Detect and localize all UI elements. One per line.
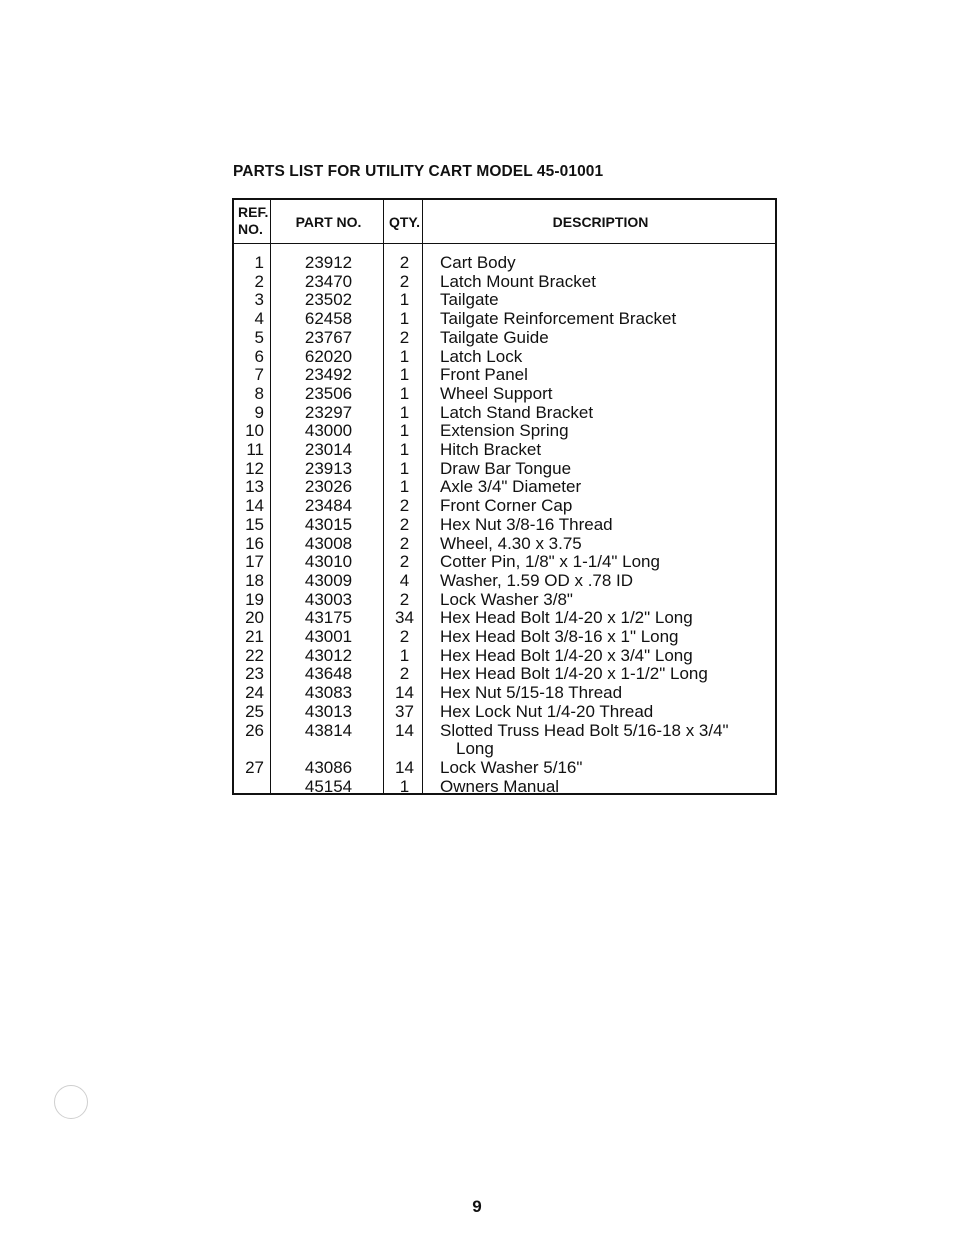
qty-cell: 1 bbox=[399, 309, 410, 329]
part-no-cell: 23502 bbox=[304, 290, 353, 310]
ref-cell: 15 bbox=[245, 514, 264, 534]
table-row bbox=[234, 497, 775, 516]
part-no-cell: 23767 bbox=[304, 327, 353, 347]
description-cell: Axle 3/4" Diameter bbox=[440, 477, 582, 497]
table-row bbox=[234, 516, 775, 535]
table-row bbox=[234, 778, 775, 797]
header-ref-line2: NO. bbox=[238, 221, 263, 237]
table-row bbox=[234, 628, 775, 647]
description-cell: Hex Head Bolt 1/4-20 x 3/4" Long bbox=[440, 645, 693, 665]
description-cell: Latch Lock bbox=[440, 346, 523, 366]
description-cell: Hitch Bracket bbox=[440, 440, 542, 459]
table-row bbox=[234, 441, 775, 460]
part-no-cell: 43010 bbox=[304, 552, 353, 572]
qty-cell: 2 bbox=[399, 514, 410, 534]
ref-cell: 22 bbox=[245, 645, 264, 665]
table-row bbox=[234, 273, 775, 292]
part-no-cell: 43015 bbox=[304, 514, 353, 534]
part-no-cell: 45154 bbox=[304, 776, 353, 796]
description-cell: Tailgate Guide bbox=[440, 327, 549, 347]
part-no-cell: 23484 bbox=[304, 496, 353, 516]
qty-cell: 2 bbox=[399, 271, 410, 291]
header-ref-no bbox=[238, 204, 272, 238]
qty-cell: 34 bbox=[395, 608, 414, 628]
part-no-cell: 23492 bbox=[304, 365, 353, 385]
table-row bbox=[234, 591, 775, 610]
description-cell: Hex Head Bolt 1/4-20 x 1-1/2" Long bbox=[440, 664, 708, 684]
page-number: 9 bbox=[472, 1197, 482, 1216]
description-cell: Wheel, 4.30 x 3.75 bbox=[440, 533, 582, 553]
part-no-cell: 43012 bbox=[304, 645, 353, 665]
parts-table bbox=[232, 198, 777, 795]
part-no-cell: 23470 bbox=[304, 271, 353, 291]
part-no-cell: 43086 bbox=[304, 757, 353, 777]
ref-cell: 25 bbox=[245, 701, 264, 721]
description-cell: Slotted Truss Head Bolt 5/16-18 x 3/4" bbox=[440, 720, 729, 740]
ref-cell: 8 bbox=[254, 383, 264, 403]
description-cell: Owners Manual bbox=[440, 776, 560, 796]
qty-cell: 1 bbox=[399, 365, 410, 385]
part-no-cell: 43009 bbox=[304, 570, 353, 590]
table-row bbox=[234, 385, 775, 404]
ref-cell: 16 bbox=[245, 533, 264, 553]
qty-cell: 1 bbox=[399, 776, 410, 796]
description-cell: Hex Lock Nut 1/4-20 Thread bbox=[440, 701, 654, 721]
qty-cell: 14 bbox=[395, 683, 414, 703]
part-no-cell: 23506 bbox=[304, 383, 353, 403]
table-row bbox=[234, 310, 775, 329]
ref-cell: 27 bbox=[245, 757, 264, 777]
table-row bbox=[234, 759, 775, 778]
part-no-cell: 62458 bbox=[304, 309, 353, 329]
part-no-cell: 43003 bbox=[304, 589, 353, 609]
qty-cell: 1 bbox=[399, 383, 410, 403]
part-no-cell: 23014 bbox=[304, 440, 353, 459]
description-cell: Extension Spring bbox=[440, 421, 569, 441]
qty-cell: 14 bbox=[395, 720, 414, 740]
table-row bbox=[234, 609, 775, 628]
table-row bbox=[234, 478, 775, 497]
qty-cell: 1 bbox=[399, 440, 410, 459]
ref-cell: 20 bbox=[245, 608, 264, 628]
ref-cell: 26 bbox=[245, 720, 264, 740]
ref-cell: 11 bbox=[246, 440, 264, 459]
ref-cell: 3 bbox=[254, 290, 264, 310]
description-cell: Draw Bar Tongue bbox=[440, 458, 572, 478]
ref-cell: 9 bbox=[254, 402, 264, 422]
header-part-no: PART NO. bbox=[295, 214, 362, 230]
table-row bbox=[234, 722, 775, 741]
ref-cell: 14 bbox=[245, 496, 264, 516]
part-no-cell: 43648 bbox=[304, 664, 353, 684]
qty-cell: 1 bbox=[399, 346, 410, 366]
ref-cell: 6 bbox=[254, 346, 264, 366]
table-row bbox=[234, 740, 775, 759]
ref-cell: 2 bbox=[254, 271, 264, 291]
qty-cell: 2 bbox=[399, 253, 410, 272]
qty-cell: 14 bbox=[395, 757, 414, 777]
qty-cell: 1 bbox=[399, 645, 410, 665]
description-cell: Tailgate Reinforcement Bracket bbox=[440, 309, 677, 329]
description-cell: Tailgate bbox=[440, 290, 499, 310]
ref-cell: 24 bbox=[245, 683, 264, 703]
ref-cell: 1 bbox=[254, 253, 264, 272]
description-cell: Lock Washer 5/16" bbox=[440, 757, 583, 777]
ref-cell: 5 bbox=[254, 327, 264, 347]
ref-cell: 18 bbox=[245, 570, 264, 590]
description-cell: Lock Washer 3/8" bbox=[440, 589, 573, 609]
qty-cell: 2 bbox=[399, 552, 410, 572]
qty-cell: 2 bbox=[399, 589, 410, 609]
part-no-cell: 43001 bbox=[304, 627, 353, 646]
description-cell: Wheel Support bbox=[440, 383, 553, 403]
header-description: DESCRIPTION bbox=[552, 214, 649, 230]
table-row bbox=[234, 329, 775, 348]
description-cell: Hex Head Bolt 1/4-20 x 1/2" Long bbox=[440, 608, 693, 628]
description-cell: Hex Nut 5/15-18 Thread bbox=[440, 683, 623, 703]
header-divider bbox=[234, 243, 775, 244]
header-qty: QTY. bbox=[388, 214, 421, 230]
ref-cell: 19 bbox=[245, 589, 264, 609]
description-cell: Front Panel bbox=[440, 365, 528, 385]
qty-cell: 1 bbox=[399, 458, 410, 478]
part-no-cell: 23297 bbox=[304, 402, 353, 422]
part-no-cell: 43814 bbox=[304, 720, 353, 740]
description-cell: Hex Nut 3/8-16 Thread bbox=[440, 514, 613, 534]
table-row bbox=[234, 460, 775, 479]
qty-cell: 4 bbox=[399, 570, 410, 590]
description-cell: Long bbox=[456, 739, 494, 759]
part-no-cell: 43175 bbox=[304, 608, 353, 628]
ref-cell: 23 bbox=[245, 664, 264, 684]
punch-hole bbox=[54, 1085, 88, 1119]
ref-cell: 12 bbox=[245, 458, 264, 478]
table-row bbox=[234, 665, 775, 684]
ref-cell: 4 bbox=[254, 309, 264, 329]
table-row bbox=[234, 703, 775, 722]
ref-cell: 7 bbox=[254, 365, 264, 385]
ref-cell: 10 bbox=[245, 421, 264, 441]
table-row bbox=[234, 422, 775, 441]
qty-cell: 2 bbox=[399, 327, 410, 347]
part-no-cell: 43083 bbox=[304, 683, 353, 703]
qty-cell: 2 bbox=[399, 664, 410, 684]
description-cell: Latch Stand Bracket bbox=[440, 402, 594, 422]
description-cell: Hex Head Bolt 3/8-16 x 1" Long bbox=[440, 627, 679, 646]
description-cell: Cart Body bbox=[440, 253, 516, 272]
table-row bbox=[234, 348, 775, 367]
description-cell: Cotter Pin, 1/8" x 1-1/4" Long bbox=[440, 552, 660, 572]
ref-cell: 13 bbox=[245, 477, 264, 497]
description-cell: Washer, 1.59 OD x .78 ID bbox=[440, 570, 634, 590]
part-no-cell: 23913 bbox=[304, 458, 353, 478]
table-row bbox=[234, 684, 775, 703]
qty-cell: 2 bbox=[399, 533, 410, 553]
ref-cell: 21 bbox=[245, 627, 264, 646]
description-cell: Front Corner Cap bbox=[440, 496, 573, 516]
description-cell: Latch Mount Bracket bbox=[440, 271, 596, 291]
table-row bbox=[234, 366, 775, 385]
qty-cell: 1 bbox=[399, 402, 410, 422]
part-no-cell: 43013 bbox=[304, 701, 353, 721]
qty-cell: 1 bbox=[399, 290, 410, 310]
table-row bbox=[234, 535, 775, 554]
part-no-cell: 62020 bbox=[304, 346, 353, 366]
table-row bbox=[234, 553, 775, 572]
qty-cell: 2 bbox=[399, 627, 410, 646]
ref-cell: 17 bbox=[245, 552, 264, 572]
qty-cell: 2 bbox=[399, 496, 410, 516]
part-no-cell: 23912 bbox=[304, 253, 353, 272]
header-ref-line1: REF. bbox=[238, 204, 269, 220]
part-no-cell: 43000 bbox=[304, 421, 353, 441]
page-title: PARTS LIST FOR UTILITY CART MODEL 45-01001 bbox=[233, 163, 604, 180]
qty-cell: 37 bbox=[395, 701, 414, 721]
table-row bbox=[234, 291, 775, 310]
qty-cell: 1 bbox=[399, 477, 410, 497]
part-no-cell: 43008 bbox=[304, 533, 353, 553]
part-no-cell: 23026 bbox=[304, 477, 353, 497]
table-row bbox=[234, 404, 775, 423]
table-row bbox=[234, 647, 775, 666]
qty-cell: 1 bbox=[399, 421, 410, 441]
table-row bbox=[234, 254, 775, 273]
table-row bbox=[234, 572, 775, 591]
